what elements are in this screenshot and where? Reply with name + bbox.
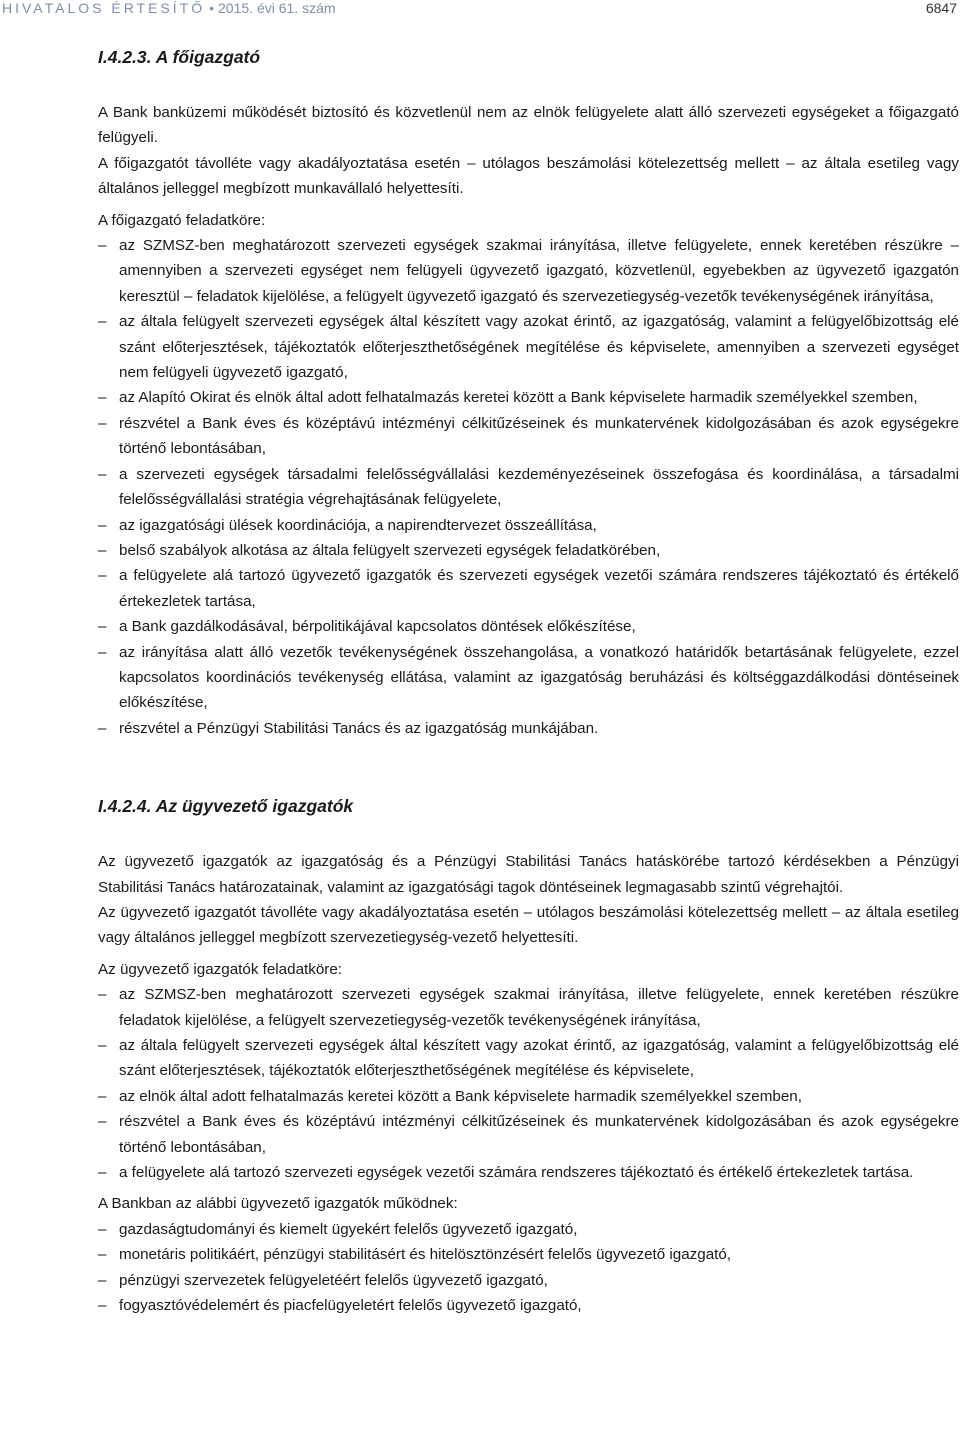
list-item: – fogyasztóvédelemért és piacfelügyeletért felelős ügyvezető igazgató, bbox=[98, 1293, 959, 1318]
list-item: – monetáris politikáért, pénzügyi stabilitásért és hitelösztönzésért felelős ügyvezető igazgató, bbox=[98, 1242, 959, 1267]
paragraph: Az ügyvezető igazgatót távolléte vagy akadályoztatása esetén – utólagos beszámolási kötelezettség mellett – az általa esetileg vagy általános jelleggel megbízott szervezetiegység-vezető helyettesíti. bbox=[98, 903, 959, 947]
list-item: – gazdaságtudományi és kiemelt ügyekért felelős ügyvezető igazgató, bbox=[98, 1217, 959, 1242]
section-heading-foigazgato: I.4.2.3. A főigazgató bbox=[98, 47, 261, 67]
list-item: – az irányítása alatt álló vezetők tevékenységének összehangolása, a vonatkozó határidők betartásának felügyelete, ezzel kapcsolatos koordinációs tevékenység ellátása, valamint az igazgatóság beruházási és költséggazdálkodási döntéseinek előkészítése, bbox=[98, 640, 959, 716]
list-intro: A főigazgató feladatköre: bbox=[98, 211, 266, 229]
list-item: – a szervezeti egységek társadalmi felelősségvállalási kezdeményezéseinek összefogása és koordinálása, a társadalmi felelősségvállalási stratégia végrehajtásának felügyelete, bbox=[98, 462, 959, 513]
list-item: – az igazgatósági ülések koordinációja, a napirendtervezet összeállítása, bbox=[98, 513, 959, 538]
director-list bbox=[98, 1217, 959, 1319]
paragraph: A Bank banküzemi működését biztosító és közvetlenül nem az elnök felügyelete alatt álló szervezeti egységeket a főigazgató felügyeli. bbox=[98, 104, 959, 147]
task-list-ugyvezeto bbox=[98, 982, 959, 1185]
list-item: – részvétel a Pénzügyi Stabilitási Tanács és az igazgatóság munkájában. bbox=[98, 716, 959, 741]
paragraph: A főigazgatót távolléte vagy akadályoztatása esetén – utólagos beszámolási kötelezettség mellett – az általa esetileg vagy általános jelleggel megbízott munkavállaló helyettesíti. bbox=[98, 154, 959, 198]
header-bullet: • bbox=[209, 0, 215, 16]
list-item: – az SZMSZ-ben meghatározott szervezeti egységek szakmai irányítása, illetve felügyelete, ennek keretében részükre feladatok kijelölése, a felügyelt szervezetiegység-vezetők tevékenységének irányítása, bbox=[98, 982, 959, 1033]
list-item: – az elnök által adott felhatalmazás keretei között a Bank képviselete harmadik személyekkel szemben, bbox=[98, 1084, 959, 1109]
main-content bbox=[98, 42, 959, 1318]
list-item: – az Alapító Okirat és elnök által adott felhatalmazás keretei között a Bank képviselete harmadik személyekkel szemben, bbox=[98, 385, 959, 410]
list-item: – részvétel a Bank éves és középtávú intézményi célkitűzéseinek és munkatervének kidolgozásában és azok egységekre történő lebontásában, bbox=[98, 1109, 959, 1160]
journal-title bbox=[2, 0, 336, 16]
list-item: – a felügyelete alá tartozó ügyvezető igazgatók és szervezeti egységek vezetői számára rendszeres tájékoztató és értékelő értekezletek tartása, bbox=[98, 563, 959, 614]
page-header bbox=[0, 0, 960, 20]
paragraph: Az ügyvezető igazgatók az igazgatóság és a Pénzügyi Stabilitási Tanács hatáskörébe tartozó kérdésekben a Pénzügyi Stabilitási Tanács határozatainak, valamint az igazgatósági tagok döntéseinek legmagasabb szintű végrehajtói. bbox=[98, 853, 959, 896]
list-item: – a Bank gazdálkodásával, bérpolitikájával kapcsolatos döntések előkészítése, bbox=[98, 614, 959, 639]
journal-name: HIVATALOS ÉRTESÍTŐ bbox=[2, 0, 206, 16]
list-item: – részvétel a Bank éves és középtávú intézményi célkitűzéseinek és munkatervének kidolgozásában és azok egységekre történő lebontásában, bbox=[98, 411, 959, 462]
list-item: – pénzügyi szervezetek felügyeletéért felelős ügyvezető igazgató, bbox=[98, 1268, 959, 1293]
list-item: – belső szabályok alkotása az általa felügyelt szervezeti egységek feladatkörében, bbox=[98, 538, 959, 563]
list-intro: A Bankban az alábbi ügyvezető igazgatók működnek: bbox=[98, 1195, 458, 1213]
section-heading-ugyvezeto-igazgatok: I.4.2.4. Az ügyvezető igazgatók bbox=[98, 796, 354, 817]
list-item: – az SZMSZ-ben meghatározott szervezeti egységek szakmai irányítása, illetve felügyelete, ennek keretében részükre – amennyiben a szervezeti egységet nem felügyeli ügyvezető igazgató, közvetlenül, egyebekben az ügyvezető igazgatón keresztül – feladatok kijelölése, a felügyelt ügyvezető igazgató és szervezetiegység-vezetők tevékenységének irányítása, bbox=[98, 233, 959, 309]
list-item: – az általa felügyelt szervezeti egységek által készített vagy azokat érintő, az igazgatóság, valamint a felügyelőbizottság elé szánt előterjesztések, tájékoztatók előterjeszthetőségének megítélése és képviselete, bbox=[98, 1033, 959, 1084]
page-number: 6847 bbox=[925, 0, 957, 16]
journal-issue: 2015. évi 61. szám bbox=[218, 0, 336, 16]
list-item: – a felügyelete alá tartozó szervezeti egységek vezetői számára rendszeres tájékoztató és értékelő értekezletek tartása. bbox=[98, 1160, 959, 1185]
list-item: – az általa felügyelt szervezeti egységek által készített vagy azokat érintő, az igazgatóság, valamint a felügyelőbizottság elé szánt előterjesztések, tájékoztatók előterjeszthetőségének megítélése és képviselete, amennyiben a szervezeti egységet nem felügyeli ügyvezető igazgató, bbox=[98, 309, 959, 385]
list-intro: Az ügyvezető igazgatók feladatköre: bbox=[98, 960, 342, 978]
task-list-foigazgato bbox=[98, 233, 959, 741]
